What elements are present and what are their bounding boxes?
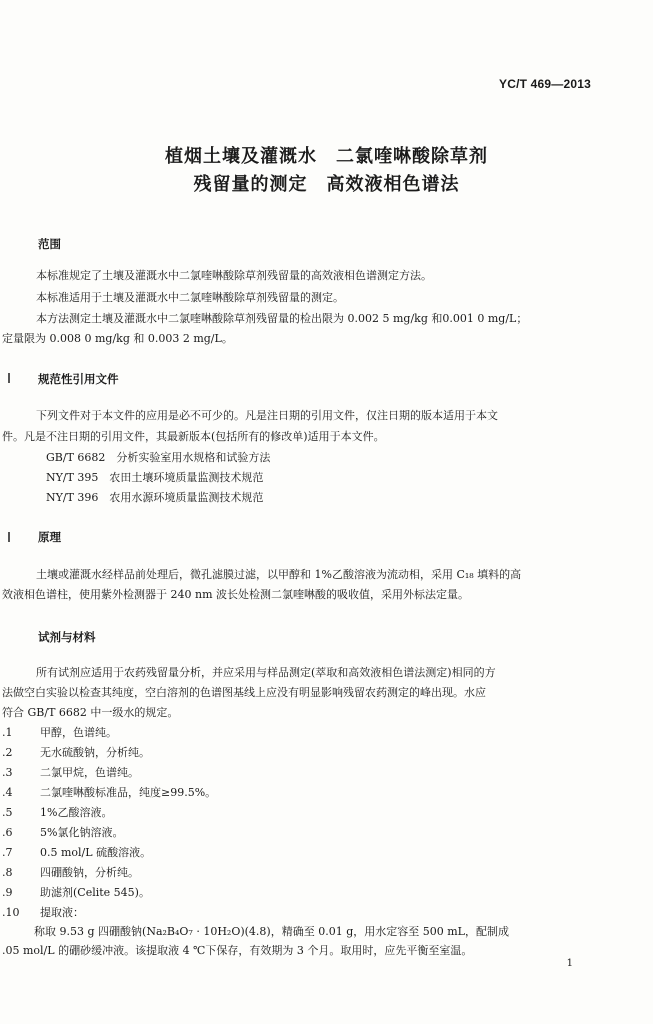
reagent-item-text: 二氯甲烷，色谱纯。 bbox=[40, 766, 139, 779]
reagent-item bbox=[2, 726, 117, 740]
section-heading-scope: 范围 bbox=[38, 237, 61, 251]
reagent-item-number: .7 bbox=[2, 846, 13, 859]
page-number: 1 bbox=[566, 958, 573, 969]
reagent-item bbox=[2, 806, 112, 820]
principle-paragraph-line-1: 土壤或灌溉水经样品前处理后，微孔滤膜过滤，以甲醇和 1%乙酸溶液为流动相，采用 C₁₈ 填料的高 bbox=[36, 568, 522, 581]
reagent-item-number: .4 bbox=[2, 786, 13, 799]
reagent-item-number: .1 bbox=[2, 726, 13, 739]
scope-paragraph-1: 本标准规定了土壤及灌溉水中二氯喹啉酸除草剂残留量的高效液相色谱测定方法。 bbox=[36, 269, 432, 282]
reagent-item-number: .6 bbox=[2, 826, 13, 839]
reagent-item-text: 甲醇，色谱纯。 bbox=[40, 726, 117, 739]
standard-code: YC/T 469—2013 bbox=[499, 77, 591, 91]
reagents-paragraph-line-1: 所有试剂应适用于农药残留量分析，并应采用与样品测定(萃取和高效液相色谱法测定)相同的方 bbox=[36, 666, 496, 679]
extraction-solution-line-2: .05 mol/L 的硼砂缓冲液。该提取液 4 ℃下保存，有效期为 3 个月。取用时，应先平衡至室温。 bbox=[2, 944, 473, 957]
reagents-paragraph-line-2: 法做空白实验以检查其纯度，空白溶剂的色谱图基线上应没有明显影响残留农药测定的峰出现。水应 bbox=[2, 686, 486, 699]
scan-edge-mark bbox=[8, 373, 10, 383]
document-title-line-2: 残留量的测定 高效液相色谱法 bbox=[193, 174, 460, 195]
scope-paragraph-3-line-2: 定量限为 0.008 0 mg/kg 和 0.003 2 mg/L。 bbox=[2, 332, 233, 345]
section-heading-normative-references: 规范性引用文件 bbox=[38, 372, 119, 386]
reagent-item-text: 助滤剂(Celite 545)。 bbox=[40, 886, 150, 899]
reagent-item bbox=[2, 886, 150, 900]
reagent-item-number: .2 bbox=[2, 746, 13, 759]
refs-paragraph-line-1: 下列文件对于本文件的应用是必不可少的。凡是注日期的引用文件，仅注日期的版本适用于本文 bbox=[36, 409, 498, 422]
reagent-item-number: .3 bbox=[2, 766, 13, 779]
refs-paragraph-line-2: 件。凡是不注日期的引用文件，其最新版本(包括所有的修改单)适用于本文件。 bbox=[2, 430, 385, 443]
section-heading-reagents: 试剂与材料 bbox=[38, 630, 96, 644]
scope-paragraph-2: 本标准适用于土壤及灌溉水中二氯喹啉酸除草剂残留量的测定。 bbox=[36, 291, 344, 304]
extraction-solution-line-1: 称取 9.53 g 四硼酸钠(Na₂B₄O₇ · 10H₂O)(4.8)，精确至 0.01 g，用水定容至 500 mL，配制成 bbox=[34, 925, 509, 938]
reagent-item-text: 无水硫酸钠，分析纯。 bbox=[40, 746, 150, 759]
reagent-item bbox=[2, 846, 151, 860]
reagent-item-text: 提取液： bbox=[40, 906, 84, 919]
reagent-item bbox=[2, 826, 123, 840]
principle-paragraph-line-2: 效液相色谱柱，使用紫外检测器于 240 nm 波长处检测二氯喹啉酸的吸收值，采用外标法定量。 bbox=[2, 588, 469, 601]
reference-ny-t-395: NY/T 395 农田土壤环境质量监测技术规范 bbox=[46, 471, 264, 484]
reagent-item-text: 1%乙酸溶液。 bbox=[40, 806, 113, 819]
reagent-item-number: .9 bbox=[2, 886, 13, 899]
reagent-item bbox=[2, 766, 139, 780]
reagent-item-text: 四硼酸钠，分析纯。 bbox=[40, 866, 139, 879]
reagent-item bbox=[2, 866, 139, 880]
reagent-item bbox=[2, 786, 216, 800]
document-title-line-1: 植烟土壤及灌溉水 二氯喹啉酸除草剂 bbox=[165, 146, 488, 167]
reagent-item-text: 5%氯化钠溶液。 bbox=[40, 826, 124, 839]
reagent-item-text: 0.5 mol/L 硫酸溶液。 bbox=[40, 846, 152, 859]
reagent-item-number: .5 bbox=[2, 806, 13, 819]
section-heading-principle: 原理 bbox=[38, 530, 61, 544]
reagent-item-text: 二氯喹啉酸标准品，纯度≥99.5%。 bbox=[40, 786, 217, 799]
scan-edge-mark bbox=[8, 532, 10, 542]
reagent-item bbox=[2, 906, 84, 920]
reference-ny-t-396: NY/T 396 农用水源环境质量监测技术规范 bbox=[46, 491, 264, 504]
reagent-item-number: .10 bbox=[2, 906, 20, 919]
reagent-item bbox=[2, 746, 150, 760]
reagents-paragraph-line-3: 符合 GB/T 6682 中一级水的规定。 bbox=[2, 706, 179, 719]
scope-paragraph-3-line-1: 本方法测定土壤及灌溉水中二氯喹啉酸除草剂残留量的检出限为 0.002 5 mg/kg 和0.001 0 mg/L； bbox=[36, 312, 528, 325]
reference-gb-t-6682: GB/T 6682 分析实验室用水规格和试验方法 bbox=[46, 451, 271, 464]
reagent-item-number: .8 bbox=[2, 866, 13, 879]
